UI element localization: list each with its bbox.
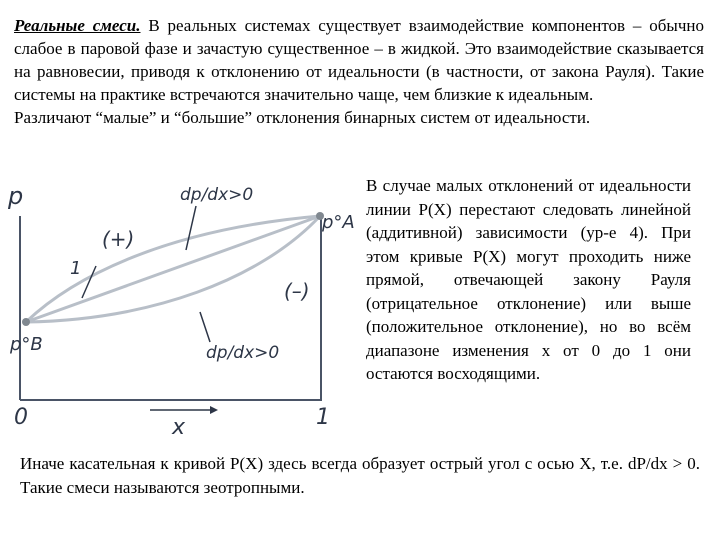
origin-label: 0 <box>14 405 28 430</box>
negative-deviation-label: (–) <box>284 279 310 303</box>
pa-label: p°A <box>322 212 355 233</box>
x-end-label: 1 <box>316 405 330 430</box>
x-arrow-head <box>210 406 218 414</box>
pb-label: p°B <box>10 334 43 355</box>
intro-body: В реальных системах существует взаимодействие компонентов – обычно слабое в паровой фазе и зачастую существенное – в жидкой. Это взаимодействие сказывается на равновесии, приводя к отклонению от идеальности (в частности, от закона Рауля). Такие системы на практике встречаются значительно чаще, чем близкие к идеальным. <box>14 16 704 104</box>
x-axis-label: x <box>172 415 186 440</box>
upper-derivative-label: dp/dx>0 <box>180 185 254 205</box>
lower-derivative-label: dp/dx>0 <box>206 343 280 363</box>
line-1-label: 1 <box>70 258 82 279</box>
y-axis-label: p <box>8 182 24 210</box>
intro-second-line: Различают “малые” и “большие” отклонения бинарных систем от идеальности. <box>14 108 591 127</box>
intro-lead: Реальные смеси. <box>14 16 141 35</box>
bottom-paragraph: Иначе касательная к кривой P(X) здесь всегда образует острый угол с осью X, т.е. dP/dx > 0. Такие смеси называются зеотропными. <box>20 454 700 497</box>
right-paragraph: В случае малых отклонений от идеальности линии P(X) перестают следовать линейной (аддитивной) зависимости (ур-е 4). При этом кривые P(X) могут проходить ниже прямой, отвечающей закону Рауля (отрицательное отклонение) или выше (положительное отклонение), но во всём диапазоне изменения x от 0 до 1 они остаются восходящими. <box>366 176 691 383</box>
point-pb <box>22 318 30 326</box>
intro-paragraph <box>14 14 704 129</box>
lower-derivative-pointer <box>200 312 210 342</box>
label-1-pointer <box>82 266 96 298</box>
pressure-composition-diagram <box>0 170 360 440</box>
upper-derivative-pointer <box>186 206 196 250</box>
positive-deviation-label: (+) <box>102 227 135 251</box>
